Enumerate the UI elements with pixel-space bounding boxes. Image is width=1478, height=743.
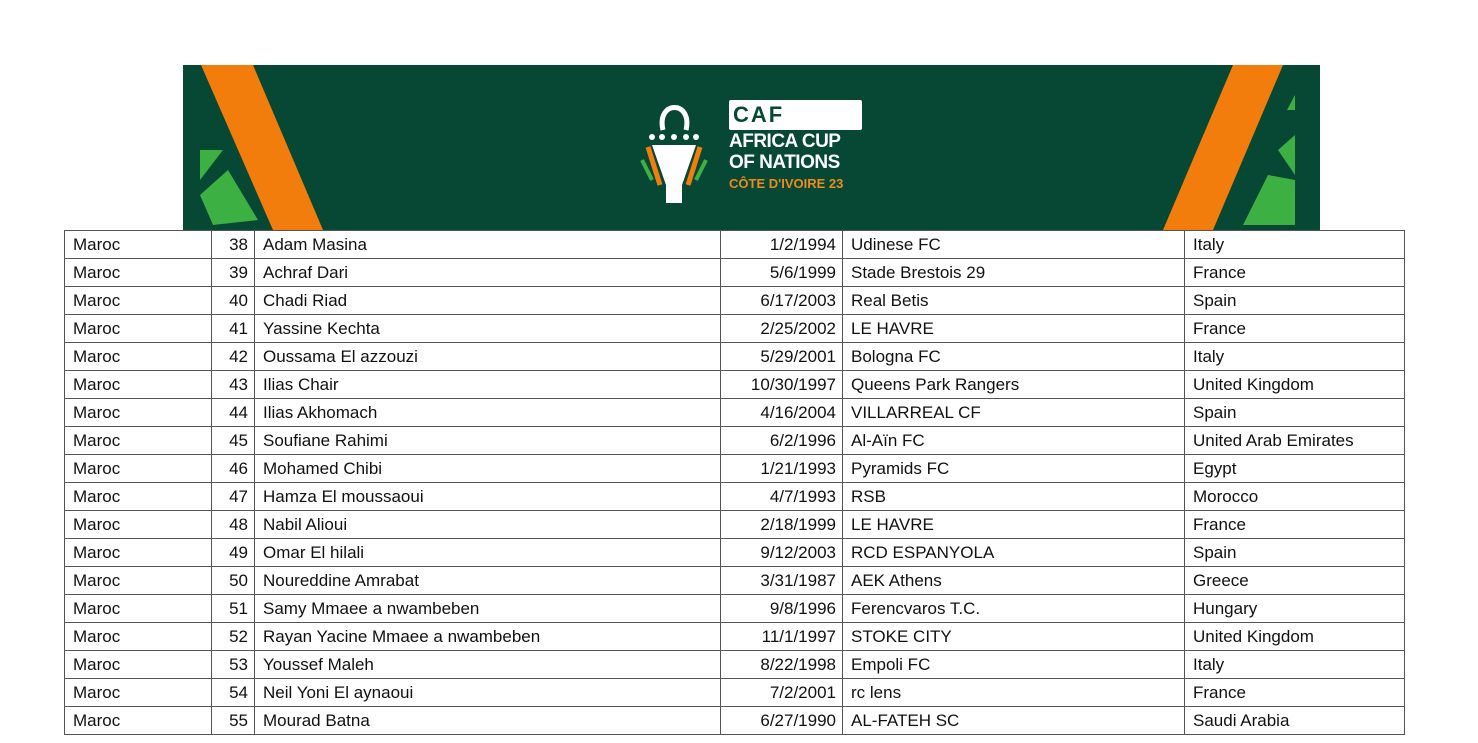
- table-row: [65, 315, 1405, 343]
- cell-birth-date: 3/31/1987: [721, 567, 843, 595]
- cell-club: Al-Aïn FC: [843, 427, 1185, 455]
- banner-title: AFRICA CUP OF NATIONS: [729, 131, 841, 173]
- cell-player-name: Mohamed Chibi: [255, 455, 721, 483]
- cell-number: 55: [212, 707, 255, 735]
- table-row: [65, 707, 1405, 735]
- cell-team: Maroc: [65, 231, 212, 259]
- cell-country: France: [1185, 511, 1405, 539]
- cell-player-name: Oussama El azzouzi: [255, 343, 721, 371]
- cell-team: Maroc: [65, 427, 212, 455]
- cell-number: 39: [212, 259, 255, 287]
- cell-club: VILLARREAL CF: [843, 399, 1185, 427]
- cell-birth-date: 4/16/2004: [721, 399, 843, 427]
- cell-birth-date: 1/21/1993: [721, 455, 843, 483]
- cell-player-name: Yassine Kechta: [255, 315, 721, 343]
- cell-player-name: Youssef Maleh: [255, 651, 721, 679]
- cell-team: Maroc: [65, 371, 212, 399]
- cell-club: Udinese FC: [843, 231, 1185, 259]
- cell-number: 51: [212, 595, 255, 623]
- cell-team: Maroc: [65, 315, 212, 343]
- cell-team: Maroc: [65, 679, 212, 707]
- cell-team: Maroc: [65, 259, 212, 287]
- cell-player-name: Rayan Yacine Mmaee a nwambeben: [255, 623, 721, 651]
- cell-country: France: [1185, 259, 1405, 287]
- cell-player-name: Omar El hilali: [255, 539, 721, 567]
- cell-club: Pyramids FC: [843, 455, 1185, 483]
- cell-number: 43: [212, 371, 255, 399]
- cell-team: Maroc: [65, 651, 212, 679]
- cell-number: 47: [212, 483, 255, 511]
- cell-club: Bologna FC: [843, 343, 1185, 371]
- caf-logo: CAF: [729, 100, 862, 130]
- cell-country: Spain: [1185, 399, 1405, 427]
- cell-club: Stade Brestois 29: [843, 259, 1185, 287]
- table-row: [65, 539, 1405, 567]
- table-row: [65, 651, 1405, 679]
- cell-club: AEK Athens: [843, 567, 1185, 595]
- cell-number: 54: [212, 679, 255, 707]
- table-row: [65, 455, 1405, 483]
- afcon-banner: [183, 65, 1320, 230]
- cell-birth-date: 6/17/2003: [721, 287, 843, 315]
- cell-club: Real Betis: [843, 287, 1185, 315]
- cell-player-name: Samy Mmaee a nwambeben: [255, 595, 721, 623]
- cell-number: 53: [212, 651, 255, 679]
- table-row: [65, 287, 1405, 315]
- table-row: [65, 483, 1405, 511]
- cell-birth-date: 10/30/1997: [721, 371, 843, 399]
- cell-birth-date: 11/1/1997: [721, 623, 843, 651]
- cell-team: Maroc: [65, 539, 212, 567]
- cell-birth-date: 5/6/1999: [721, 259, 843, 287]
- cell-team: Maroc: [65, 623, 212, 651]
- cell-club: RSB: [843, 483, 1185, 511]
- cell-club: Queens Park Rangers: [843, 371, 1185, 399]
- cell-team: Maroc: [65, 343, 212, 371]
- cell-club: RCD ESPANYOLA: [843, 539, 1185, 567]
- cell-club: AL-FATEH SC: [843, 707, 1185, 735]
- cell-birth-date: 6/2/1996: [721, 427, 843, 455]
- cell-player-name: Hamza El moussaoui: [255, 483, 721, 511]
- cell-birth-date: 2/18/1999: [721, 511, 843, 539]
- cell-number: 42: [212, 343, 255, 371]
- cell-country: Italy: [1185, 343, 1405, 371]
- table-row: [65, 231, 1405, 259]
- cell-number: 49: [212, 539, 255, 567]
- cell-team: Maroc: [65, 595, 212, 623]
- cell-team: Maroc: [65, 567, 212, 595]
- table-row: [65, 259, 1405, 287]
- table-row: [65, 567, 1405, 595]
- cell-country: Morocco: [1185, 483, 1405, 511]
- table-row: [65, 427, 1405, 455]
- cell-number: 44: [212, 399, 255, 427]
- cell-club: Ferencvaros T.C.: [843, 595, 1185, 623]
- cell-country: Spain: [1185, 287, 1405, 315]
- cell-country: Hungary: [1185, 595, 1405, 623]
- cell-team: Maroc: [65, 707, 212, 735]
- cell-player-name: Achraf Dari: [255, 259, 721, 287]
- cell-player-name: Chadi Riad: [255, 287, 721, 315]
- cell-country: Saudi Arabia: [1185, 707, 1405, 735]
- cell-birth-date: 9/8/1996: [721, 595, 843, 623]
- cell-country: Italy: [1185, 651, 1405, 679]
- cell-birth-date: 2/25/2002: [721, 315, 843, 343]
- cell-player-name: Nabil Alioui: [255, 511, 721, 539]
- cell-country: United Kingdom: [1185, 623, 1405, 651]
- table-row: [65, 511, 1405, 539]
- cell-player-name: Noureddine Amrabat: [255, 567, 721, 595]
- cell-team: Maroc: [65, 287, 212, 315]
- squad-table: [64, 230, 1405, 735]
- cell-number: 48: [212, 511, 255, 539]
- cell-team: Maroc: [65, 511, 212, 539]
- cell-country: United Arab Emirates: [1185, 427, 1405, 455]
- cell-team: Maroc: [65, 483, 212, 511]
- cell-birth-date: 7/2/2001: [721, 679, 843, 707]
- cell-club: Empoli FC: [843, 651, 1185, 679]
- cell-country: Italy: [1185, 231, 1405, 259]
- cell-country: France: [1185, 679, 1405, 707]
- cell-number: 52: [212, 623, 255, 651]
- cell-player-name: Adam Masina: [255, 231, 721, 259]
- cell-country: France: [1185, 315, 1405, 343]
- cell-club: LE HAVRE: [843, 511, 1185, 539]
- cell-number: 45: [212, 427, 255, 455]
- cell-club: LE HAVRE: [843, 315, 1185, 343]
- cell-team: Maroc: [65, 455, 212, 483]
- cell-birth-date: 1/2/1994: [721, 231, 843, 259]
- cell-number: 40: [212, 287, 255, 315]
- cell-player-name: Soufiane Rahimi: [255, 427, 721, 455]
- cell-birth-date: 9/12/2003: [721, 539, 843, 567]
- cell-player-name: Neil Yoni El aynaoui: [255, 679, 721, 707]
- cell-club: rc lens: [843, 679, 1185, 707]
- cell-birth-date: 8/22/1998: [721, 651, 843, 679]
- cell-number: 41: [212, 315, 255, 343]
- banner-subtitle: CÔTE D'IVOIRE 23: [729, 176, 844, 191]
- cell-country: Greece: [1185, 567, 1405, 595]
- cell-country: Spain: [1185, 539, 1405, 567]
- cell-birth-date: 5/29/2001: [721, 343, 843, 371]
- cell-player-name: Ilias Akhomach: [255, 399, 721, 427]
- table-row: [65, 595, 1405, 623]
- table-row: [65, 679, 1405, 707]
- cell-player-name: Mourad Batna: [255, 707, 721, 735]
- cell-birth-date: 6/27/1990: [721, 707, 843, 735]
- cell-number: 46: [212, 455, 255, 483]
- cell-birth-date: 4/7/1993: [721, 483, 843, 511]
- table-row: [65, 371, 1405, 399]
- cell-player-name: Ilias Chair: [255, 371, 721, 399]
- cell-number: 50: [212, 567, 255, 595]
- cell-country: United Kingdom: [1185, 371, 1405, 399]
- cell-team: Maroc: [65, 399, 212, 427]
- cell-country: Egypt: [1185, 455, 1405, 483]
- cell-number: 38: [212, 231, 255, 259]
- table-row: [65, 623, 1405, 651]
- cell-club: STOKE CITY: [843, 623, 1185, 651]
- table-row: [65, 399, 1405, 427]
- table-row: [65, 343, 1405, 371]
